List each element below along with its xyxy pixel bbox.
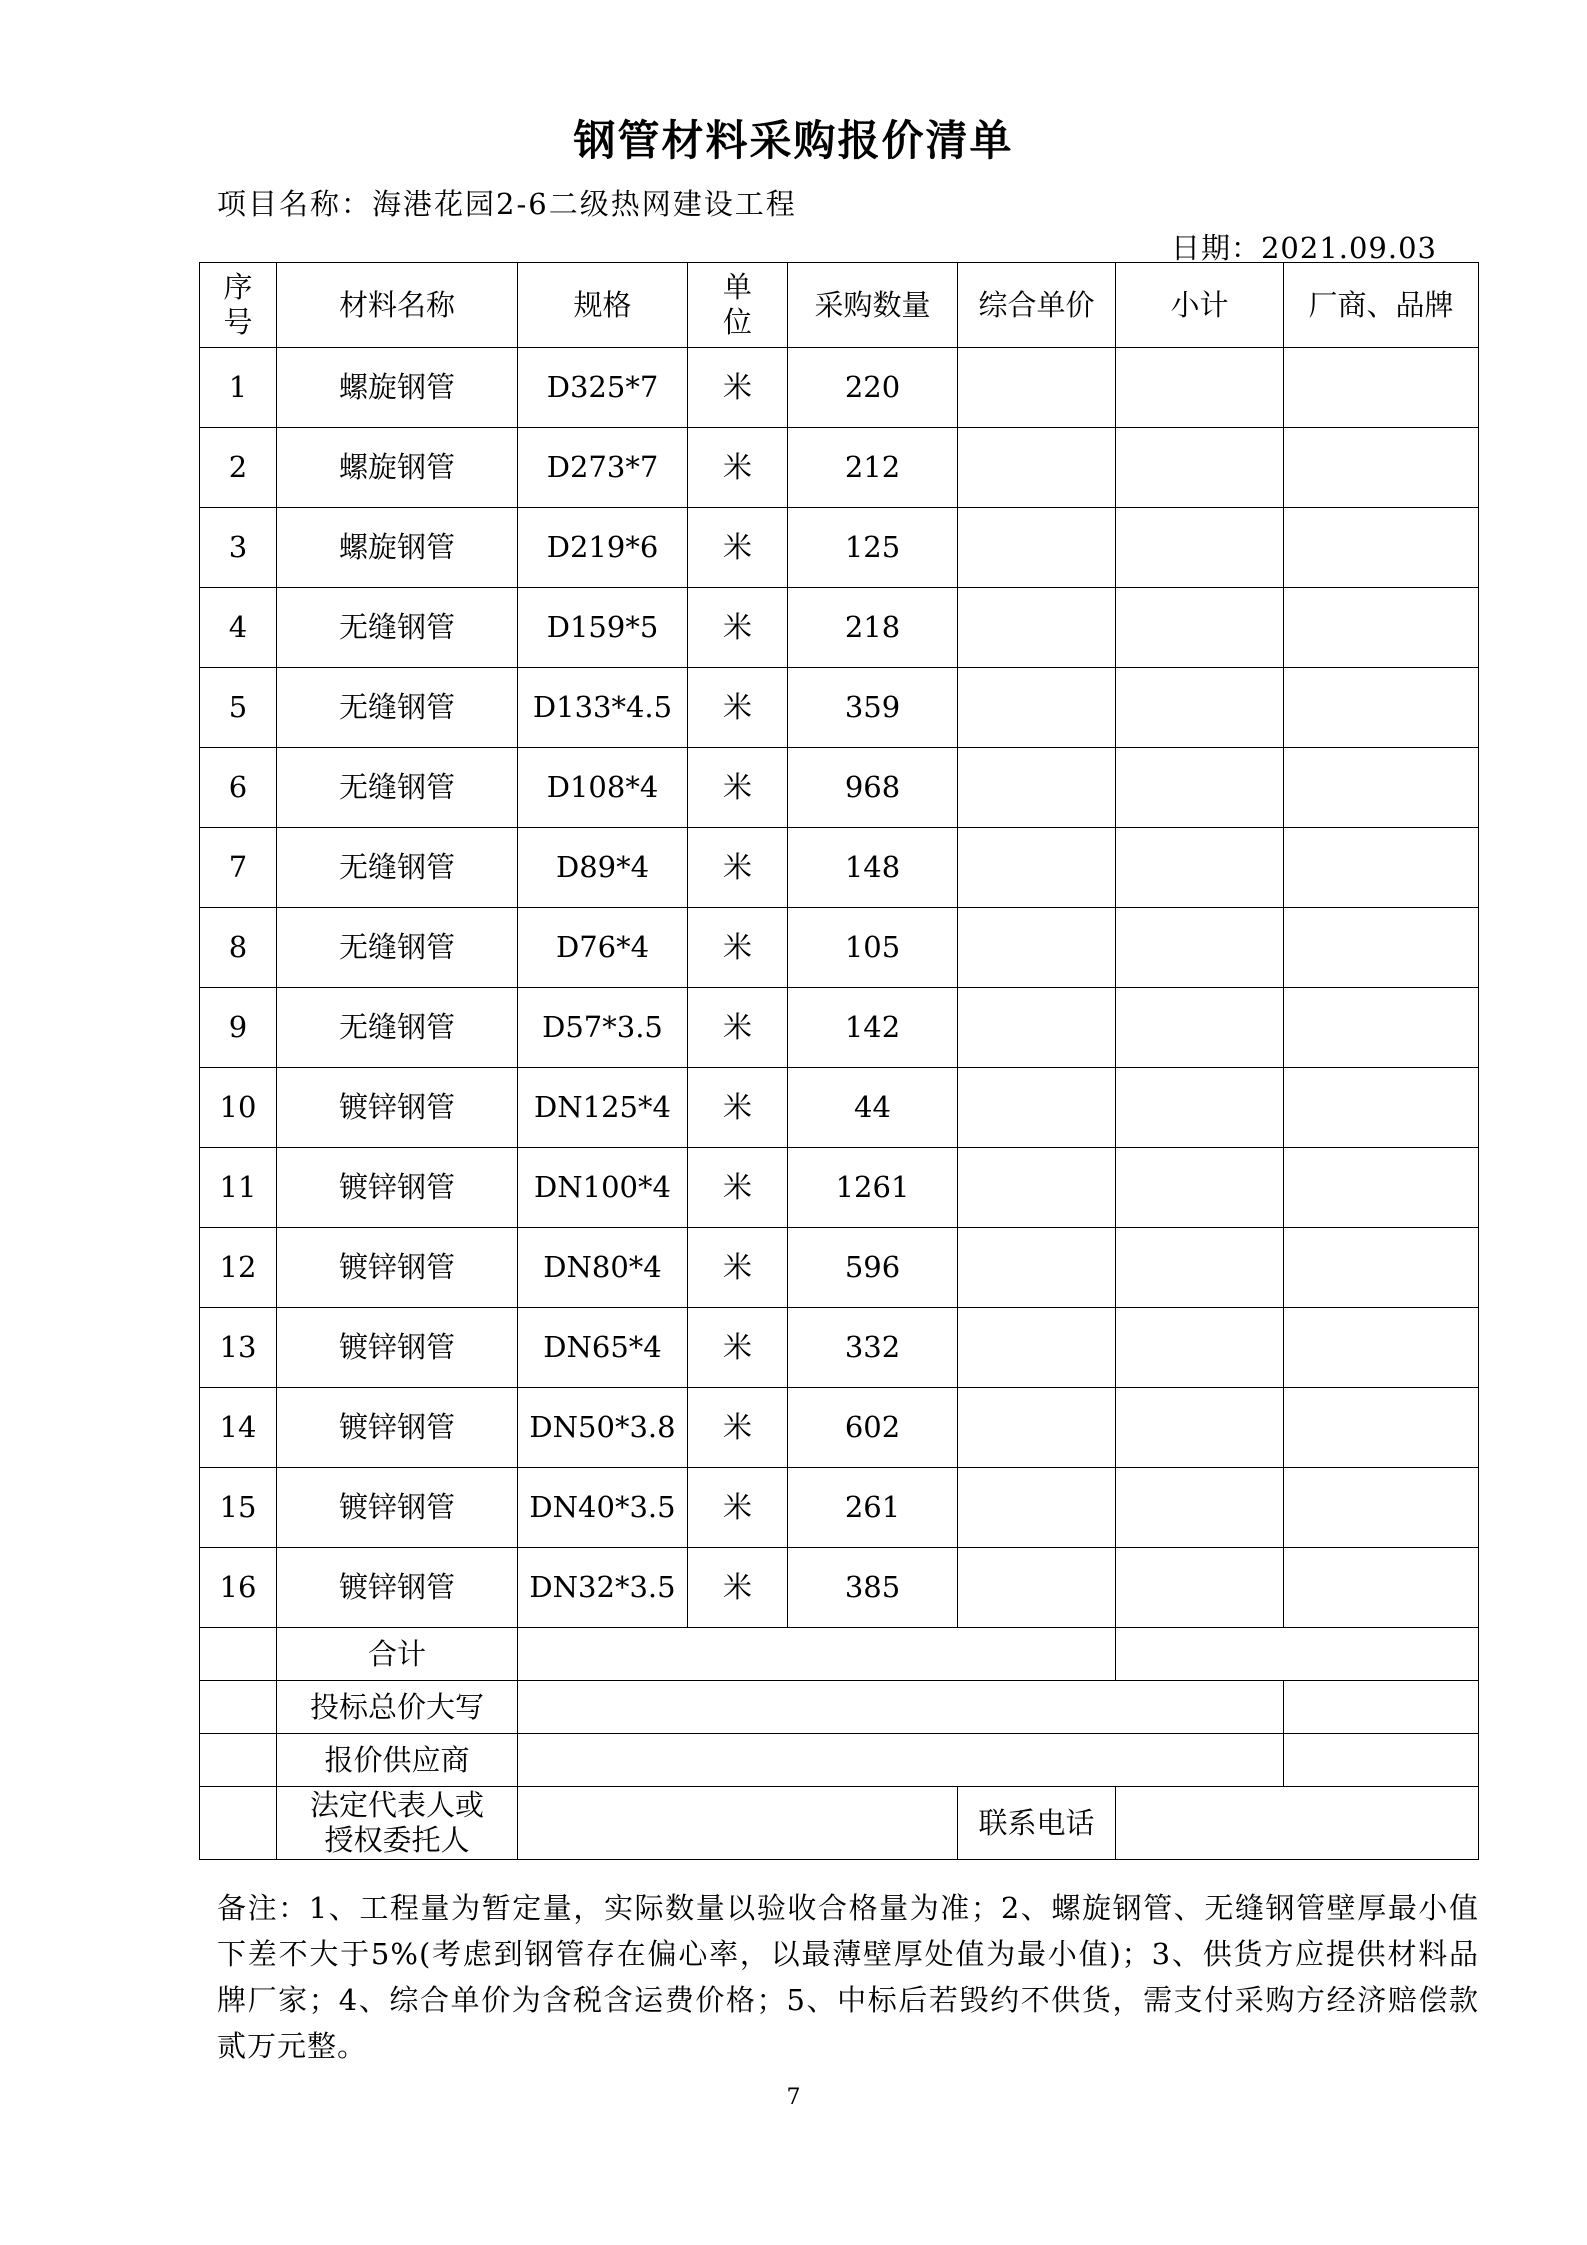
cell-unit-price-blank[interactable] xyxy=(958,508,1116,588)
cell-quantity: 596 xyxy=(788,1228,958,1308)
cell-subtotal-blank[interactable] xyxy=(1116,1068,1284,1148)
cell-unit: 米 xyxy=(688,428,788,508)
cell-quantity: 385 xyxy=(788,1548,958,1628)
cell-unit-price-blank[interactable] xyxy=(958,348,1116,428)
cell-unit-price-blank[interactable] xyxy=(958,748,1116,828)
document-title: 钢管材料采购报价清单 xyxy=(573,116,1014,165)
supplier-blank-cell xyxy=(200,1734,277,1787)
cell-spec: DN65*4 xyxy=(518,1308,688,1388)
cell-brand-blank[interactable] xyxy=(1284,748,1479,828)
cell-subtotal-blank[interactable] xyxy=(1116,508,1284,588)
cell-row-number: 8 xyxy=(200,908,277,988)
supplier-value-cell[interactable] xyxy=(518,1734,1284,1787)
cell-quantity: 142 xyxy=(788,988,958,1068)
cell-brand-blank[interactable] xyxy=(1284,668,1479,748)
cell-unit: 米 xyxy=(688,668,788,748)
cell-unit: 米 xyxy=(688,1388,788,1468)
cell-unit: 米 xyxy=(688,1148,788,1228)
cell-subtotal-blank[interactable] xyxy=(1116,668,1284,748)
table-row xyxy=(200,668,1479,748)
cell-brand-blank[interactable] xyxy=(1284,1148,1479,1228)
cell-brand-blank[interactable] xyxy=(1284,1548,1479,1628)
cell-unit-price-blank[interactable] xyxy=(958,1388,1116,1468)
cell-material-name: 无缝钢管 xyxy=(277,668,518,748)
cell-subtotal-blank[interactable] xyxy=(1116,748,1284,828)
cell-row-number: 3 xyxy=(200,508,277,588)
cell-spec: D76*4 xyxy=(518,908,688,988)
table-row xyxy=(200,428,1479,508)
table-header-row xyxy=(200,263,1479,348)
cell-brand-blank[interactable] xyxy=(1284,348,1479,428)
cell-row-number: 1 xyxy=(200,348,277,428)
total-row xyxy=(200,1628,1479,1681)
cell-quantity: 359 xyxy=(788,668,958,748)
cell-quantity: 44 xyxy=(788,1068,958,1148)
cell-unit: 米 xyxy=(688,508,788,588)
cell-subtotal-blank[interactable] xyxy=(1116,908,1284,988)
cell-brand-blank[interactable] xyxy=(1284,588,1479,668)
cell-spec: D133*4.5 xyxy=(518,668,688,748)
cell-unit-price-blank[interactable] xyxy=(958,588,1116,668)
cell-unit: 米 xyxy=(688,988,788,1068)
cell-quantity: 1261 xyxy=(788,1148,958,1228)
cell-material-name: 无缝钢管 xyxy=(277,988,518,1068)
representative-row xyxy=(200,1787,1479,1860)
table-row xyxy=(200,1148,1479,1228)
cell-unit: 米 xyxy=(688,1548,788,1628)
header-subtotal: 小计 xyxy=(1116,263,1284,348)
header-brand: 厂商、品牌 xyxy=(1284,263,1479,348)
total-extra-cell[interactable] xyxy=(1116,1628,1479,1681)
table-row xyxy=(200,1068,1479,1148)
cell-unit-price-blank[interactable] xyxy=(958,1228,1116,1308)
cell-unit-price-blank[interactable] xyxy=(958,828,1116,908)
cell-row-number: 9 xyxy=(200,988,277,1068)
total-words-blank-cell xyxy=(200,1681,277,1734)
cell-subtotal-blank[interactable] xyxy=(1116,428,1284,508)
cell-brand-blank[interactable] xyxy=(1284,1388,1479,1468)
supplier-row xyxy=(200,1734,1479,1787)
cell-unit: 米 xyxy=(688,588,788,668)
cell-unit-price-blank[interactable] xyxy=(958,668,1116,748)
project-name: 项目名称：海港花园2-6二级热网建设工程 xyxy=(217,187,797,221)
cell-material-name: 镀锌钢管 xyxy=(277,1388,518,1468)
total-label: 合计 xyxy=(277,1628,518,1681)
representative-label xyxy=(277,1787,518,1860)
total-words-row xyxy=(200,1681,1479,1734)
cell-unit: 米 xyxy=(688,828,788,908)
cell-brand-blank[interactable] xyxy=(1284,988,1479,1068)
cell-material-name: 镀锌钢管 xyxy=(277,1228,518,1308)
cell-material-name: 镀锌钢管 xyxy=(277,1548,518,1628)
table-row xyxy=(200,908,1479,988)
table-row xyxy=(200,508,1479,588)
cell-subtotal-blank[interactable] xyxy=(1116,1468,1284,1548)
cell-spec: D57*3.5 xyxy=(518,988,688,1068)
cell-subtotal-blank[interactable] xyxy=(1116,348,1284,428)
cell-brand-blank[interactable] xyxy=(1284,908,1479,988)
cell-subtotal-blank[interactable] xyxy=(1116,1228,1284,1308)
cell-row-number: 11 xyxy=(200,1148,277,1228)
header-seq-bottom: 号 xyxy=(223,305,253,339)
cell-row-number: 12 xyxy=(200,1228,277,1308)
cell-quantity: 261 xyxy=(788,1468,958,1548)
header-unit-bottom: 位 xyxy=(722,305,752,339)
cell-brand-blank[interactable] xyxy=(1284,1308,1479,1388)
supplier-extra-cell[interactable] xyxy=(1284,1734,1479,1787)
cell-quantity: 212 xyxy=(788,428,958,508)
quote-table xyxy=(199,262,1479,1860)
cell-brand-blank[interactable] xyxy=(1284,428,1479,508)
total-value-cell[interactable] xyxy=(518,1628,1116,1681)
total-blank-cell xyxy=(200,1628,277,1681)
cell-subtotal-blank[interactable] xyxy=(1116,1148,1284,1228)
supplier-label: 报价供应商 xyxy=(277,1734,518,1787)
header-quantity: 采购数量 xyxy=(788,263,958,348)
cell-row-number: 2 xyxy=(200,428,277,508)
cell-quantity: 148 xyxy=(788,828,958,908)
cell-row-number: 16 xyxy=(200,1548,277,1628)
header-material-name: 材料名称 xyxy=(277,263,518,348)
cell-material-name: 螺旋钢管 xyxy=(277,428,518,508)
remarks: 备注：1、工程量为暂定量，实际数量以验收合格量为准；2、螺旋钢管、无缝钢管壁厚最小值下差不大于5%(考虑到钢管存在偏心率，以最薄壁厚处值为最小值)；3、供货方应提供材料品牌厂家；4、综合单价为含税含运费价格；5、中标后若毁约不供货，需支付采购方经济赔偿款贰万元整。 xyxy=(217,1891,1479,2063)
table-row xyxy=(200,348,1479,428)
header-unit-top: 单 xyxy=(722,270,752,305)
table-row xyxy=(200,1308,1479,1388)
total-words-label: 投标总价大写 xyxy=(277,1681,518,1734)
cell-material-name: 镀锌钢管 xyxy=(277,1148,518,1228)
representative-value-cell[interactable] xyxy=(518,1787,958,1860)
cell-quantity: 968 xyxy=(788,748,958,828)
cell-brand-blank[interactable] xyxy=(1284,828,1479,908)
cell-row-number: 6 xyxy=(200,748,277,828)
cell-unit: 米 xyxy=(688,348,788,428)
cell-unit-price-blank[interactable] xyxy=(958,908,1116,988)
cell-subtotal-blank[interactable] xyxy=(1116,828,1284,908)
representative-label-line1: 法定代表人或 xyxy=(309,1788,484,1823)
cell-unit-price-blank[interactable] xyxy=(958,1548,1116,1628)
cell-brand-blank[interactable] xyxy=(1284,1228,1479,1308)
cell-quantity: 220 xyxy=(788,348,958,428)
page-number: 7 xyxy=(786,2085,801,2110)
cell-subtotal-blank[interactable] xyxy=(1116,1388,1284,1468)
cell-material-name: 螺旋钢管 xyxy=(277,348,518,428)
cell-spec: D325*7 xyxy=(518,348,688,428)
cell-spec: DN125*4 xyxy=(518,1068,688,1148)
table-row xyxy=(200,988,1479,1068)
cell-subtotal-blank[interactable] xyxy=(1116,988,1284,1068)
table-row xyxy=(200,1388,1479,1468)
cell-quantity: 218 xyxy=(788,588,958,668)
cell-material-name: 镀锌钢管 xyxy=(277,1308,518,1388)
cell-subtotal-blank[interactable] xyxy=(1116,1548,1284,1628)
table-row xyxy=(200,1548,1479,1628)
cell-brand-blank[interactable] xyxy=(1284,508,1479,588)
cell-quantity: 105 xyxy=(788,908,958,988)
representative-label-line2: 授权委托人 xyxy=(324,1823,470,1857)
cell-row-number: 5 xyxy=(200,668,277,748)
cell-spec: D159*5 xyxy=(518,588,688,668)
phone-label: 联系电话 xyxy=(958,1787,1116,1860)
cell-material-name: 无缝钢管 xyxy=(277,828,518,908)
cell-spec: DN80*4 xyxy=(518,1228,688,1308)
cell-material-name: 无缝钢管 xyxy=(277,908,518,988)
table-row xyxy=(200,1468,1479,1548)
cell-quantity: 125 xyxy=(788,508,958,588)
cell-quantity: 332 xyxy=(788,1308,958,1388)
table-row xyxy=(200,828,1479,908)
cell-unit: 米 xyxy=(688,1228,788,1308)
table-row xyxy=(200,1228,1479,1308)
cell-quantity: 602 xyxy=(788,1388,958,1468)
cell-row-number: 15 xyxy=(200,1468,277,1548)
document-date: 日期：2021.09.03 xyxy=(1170,231,1437,265)
cell-row-number: 14 xyxy=(200,1388,277,1468)
cell-unit-price-blank[interactable] xyxy=(958,1148,1116,1228)
cell-row-number: 13 xyxy=(200,1308,277,1388)
table-row xyxy=(200,588,1479,668)
cell-spec: DN32*3.5 xyxy=(518,1548,688,1628)
header-unit-price: 综合单价 xyxy=(958,263,1116,348)
cell-unit-price-blank[interactable] xyxy=(958,428,1116,508)
header-unit xyxy=(688,263,788,348)
header-spec: 规格 xyxy=(518,263,688,348)
cell-spec: D273*7 xyxy=(518,428,688,508)
cell-unit: 米 xyxy=(688,908,788,988)
cell-unit-price-blank[interactable] xyxy=(958,1068,1116,1148)
table-row xyxy=(200,748,1479,828)
cell-brand-blank[interactable] xyxy=(1284,1068,1479,1148)
cell-unit-price-blank[interactable] xyxy=(958,1308,1116,1388)
cell-material-name: 镀锌钢管 xyxy=(277,1468,518,1548)
cell-unit: 米 xyxy=(688,1068,788,1148)
cell-row-number: 7 xyxy=(200,828,277,908)
representative-blank-cell xyxy=(200,1787,277,1860)
cell-spec: DN50*3.8 xyxy=(518,1388,688,1468)
cell-brand-blank[interactable] xyxy=(1284,1468,1479,1548)
cell-spec: D108*4 xyxy=(518,748,688,828)
cell-spec: DN100*4 xyxy=(518,1148,688,1228)
header-seq-top: 序 xyxy=(223,270,253,305)
phone-value-cell[interactable] xyxy=(1116,1787,1479,1860)
cell-unit: 米 xyxy=(688,748,788,828)
cell-subtotal-blank[interactable] xyxy=(1116,588,1284,668)
cell-row-number: 4 xyxy=(200,588,277,668)
cell-material-name: 镀锌钢管 xyxy=(277,1068,518,1148)
cell-spec: D89*4 xyxy=(518,828,688,908)
cell-subtotal-blank[interactable] xyxy=(1116,1308,1284,1388)
total-words-value-cell[interactable] xyxy=(518,1681,1284,1734)
cell-material-name: 无缝钢管 xyxy=(277,588,518,668)
header-seq xyxy=(200,263,277,348)
cell-unit: 米 xyxy=(688,1468,788,1548)
cell-material-name: 无缝钢管 xyxy=(277,748,518,828)
total-words-extra-cell[interactable] xyxy=(1284,1681,1479,1734)
cell-row-number: 10 xyxy=(200,1068,277,1148)
cell-unit-price-blank[interactable] xyxy=(958,1468,1116,1548)
cell-spec: DN40*3.5 xyxy=(518,1468,688,1548)
cell-unit-price-blank[interactable] xyxy=(958,988,1116,1068)
cell-spec: D219*6 xyxy=(518,508,688,588)
cell-material-name: 螺旋钢管 xyxy=(277,508,518,588)
cell-unit: 米 xyxy=(688,1308,788,1388)
